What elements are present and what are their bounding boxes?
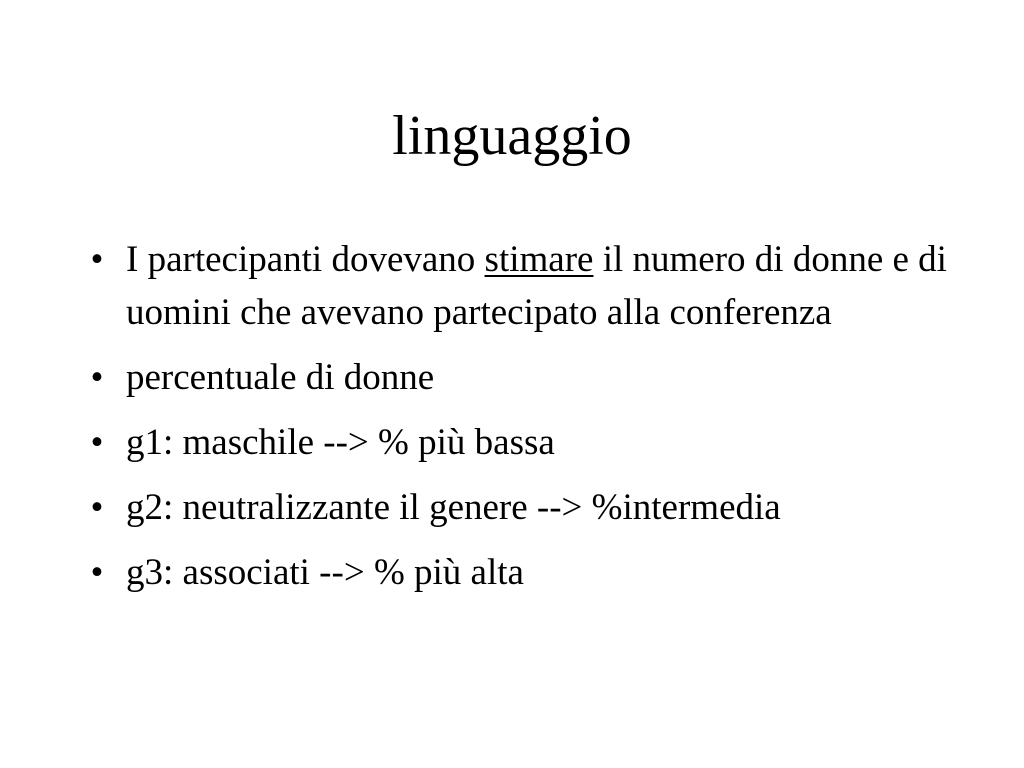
bullet-text: g1: maschile --> % più bassa xyxy=(126,422,555,463)
bullet-item-5 xyxy=(82,546,952,599)
bullet-list xyxy=(82,233,952,611)
bullet-item-3 xyxy=(82,416,952,469)
bullet-icon: • xyxy=(90,487,104,528)
bullet-text: percentuale di donne xyxy=(126,357,435,398)
bullet-icon: • xyxy=(90,552,104,593)
bullet-item-4 xyxy=(82,481,952,534)
bullet-text-end: il numero di donne e di uomini che avevano partecipato alla conferenza xyxy=(126,239,947,333)
bullet-icon: • xyxy=(90,357,104,398)
slide-title: linguaggio xyxy=(392,105,632,167)
bullet-text-start: I partecipanti dovevano xyxy=(126,239,485,280)
underlined-word: stimare xyxy=(484,239,594,280)
bullet-icon: • xyxy=(90,239,104,280)
bullet-text: g3: associati --> % più alta xyxy=(126,552,524,593)
bullet-item-2 xyxy=(82,351,952,404)
bullet-text: g2: neutralizzante il genere --> %intermedia xyxy=(126,487,781,528)
bullet-item-1 xyxy=(82,233,952,339)
bullet-icon: • xyxy=(90,422,104,463)
